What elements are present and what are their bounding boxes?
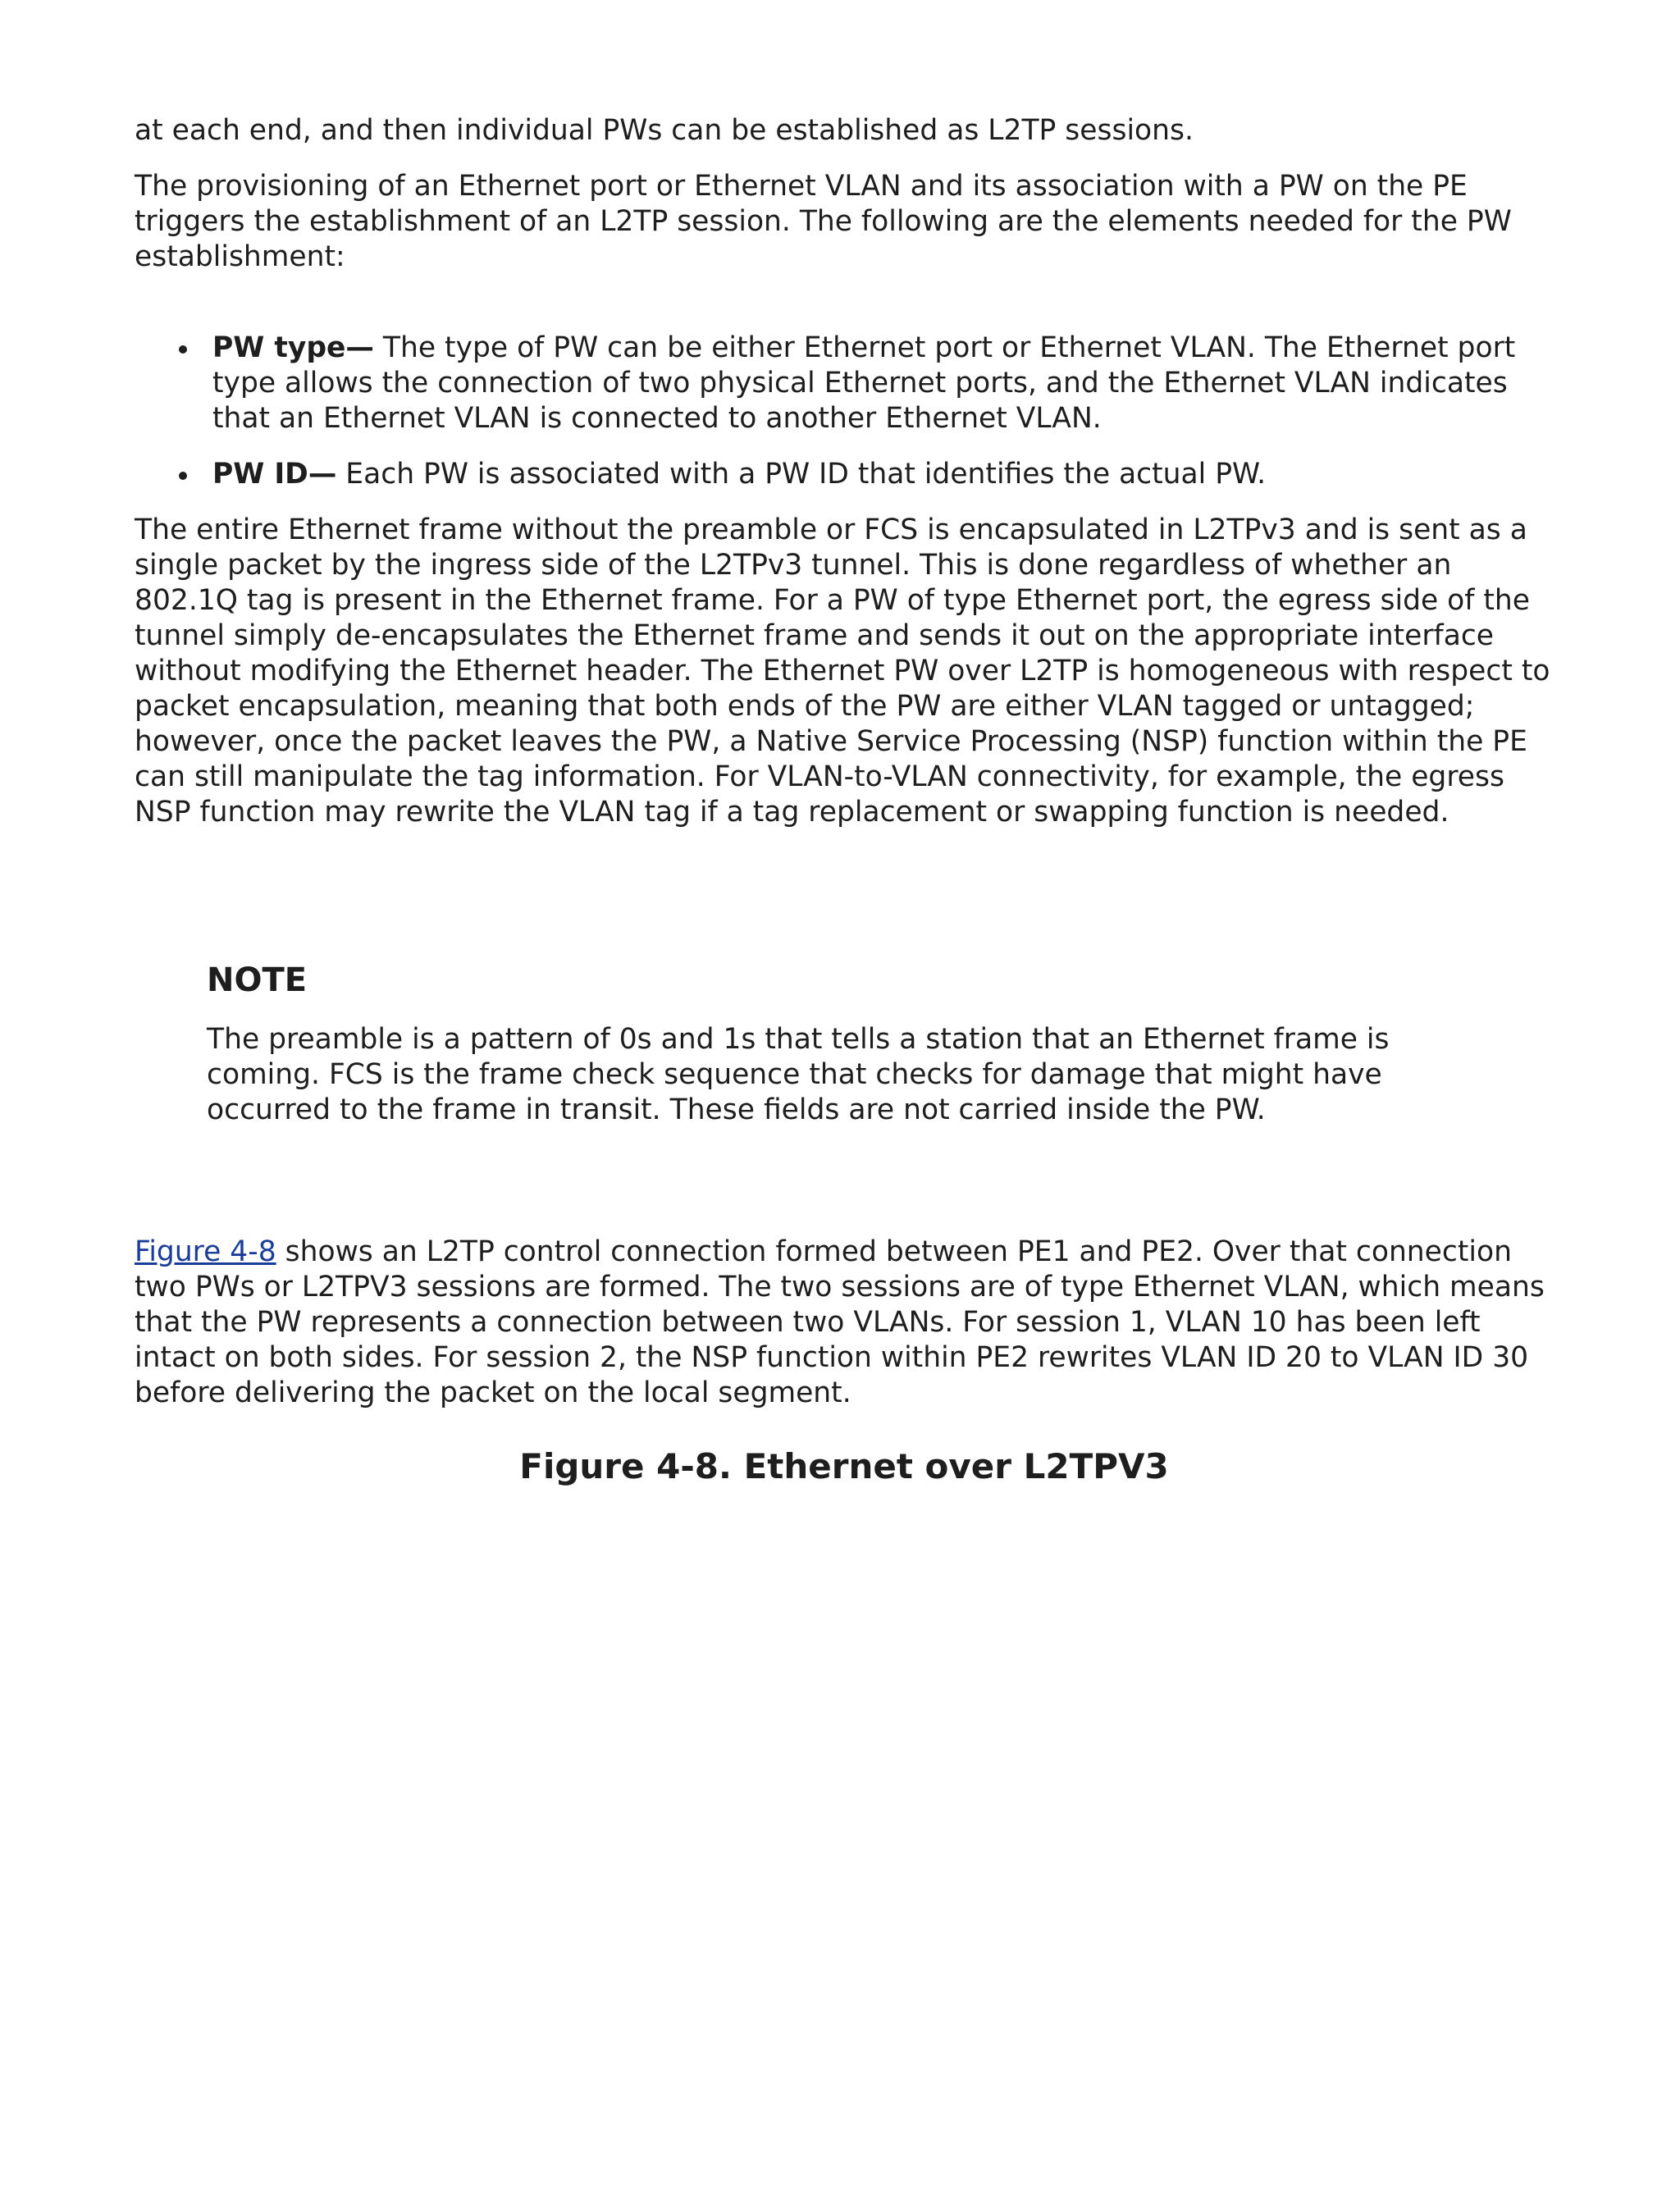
provisioning-paragraph: The provisioning of an Ethernet port or Ethernet VLAN and its association with a PW on the PE triggers the establishment of an L2TP session. The following are the elements needed for the PW establishment:: [135, 170, 1512, 273]
figure-title: Figure 4-8. Ethernet over L2TPV3: [519, 1446, 1169, 1486]
figure-description-paragraph: [135, 1235, 1554, 1411]
figure-4-8-link[interactable]: Figure 4-8: [135, 1235, 276, 1268]
figure-description-text: shows an L2TP control connection formed between PE1 and PE2. Over that connection two PWs or L2TPV3 sessions are formed. The two sessions are of type Ethernet VLAN, which means that the PW represents a connection between two VLANs. For session 1, VLAN 10 has been left intact on both sides. For session 2, the NSP function within PE2 rewrites VLAN ID 20 to VLAN ID 30 before delivering the packet on the local segment.: [135, 1235, 1545, 1409]
pw-elements-list: [135, 331, 1554, 492]
list-item-pw-type: [135, 331, 1554, 436]
list-item-pw-id: [135, 457, 1554, 492]
document-page: [135, 113, 1554, 1488]
note-box: [207, 960, 1478, 1128]
pw-type-description: The type of PW can be either Ethernet port or Ethernet VLAN. The Ethernet port type allows the connection of two physical Ethernet ports, and the Ethernet VLAN indicates that an Ethernet VLAN is connected to another Ethernet VLAN.: [212, 331, 1516, 435]
pw-id-description: Each PW is associated with a PW ID that identifies the actual PW.: [336, 458, 1267, 491]
bullet-icon: [179, 472, 187, 480]
pw-type-term: PW type—: [212, 331, 374, 364]
pw-id-term: PW ID—: [212, 458, 337, 491]
note-body: The preamble is a pattern of 0s and 1s that tells a station that an Ethernet frame is coming. FCS is the frame check sequence that checks for damage that might have occurred to the frame in transit. These fields are not carried inside the PW.: [207, 1023, 1390, 1126]
intro-paragraph: at each end, and then individual PWs can be established as L2TP sessions.: [135, 114, 1194, 147]
bullet-icon: [179, 345, 187, 354]
note-heading: NOTE: [207, 961, 308, 999]
encapsulation-paragraph: The entire Ethernet frame without the preamble or FCS is encapsulated in L2TPv3 and is sent as a single packet by the ingress side of the L2TPv3 tunnel. This is done regardless of whether an 802.1Q tag is present in the Ethernet frame. For a PW of type Ethernet port, the egress side of the tunnel simply de-encapsulates the Ethernet frame and sends it out on the appropriate interface without modifying the Ethernet header. The Ethernet PW over L2TP is homogeneous with respect to packet encapsulation, meaning that both ends of the PW are either VLAN tagged or untagged; however, once the packet leaves the PW, a Native Service Processing (NSP) function within the PE can still manipulate the tag information. For VLAN-to-VLAN connectivity, for example, the egress NSP function may rewrite the VLAN tag if a tag replacement or swapping function is needed.: [135, 514, 1550, 829]
